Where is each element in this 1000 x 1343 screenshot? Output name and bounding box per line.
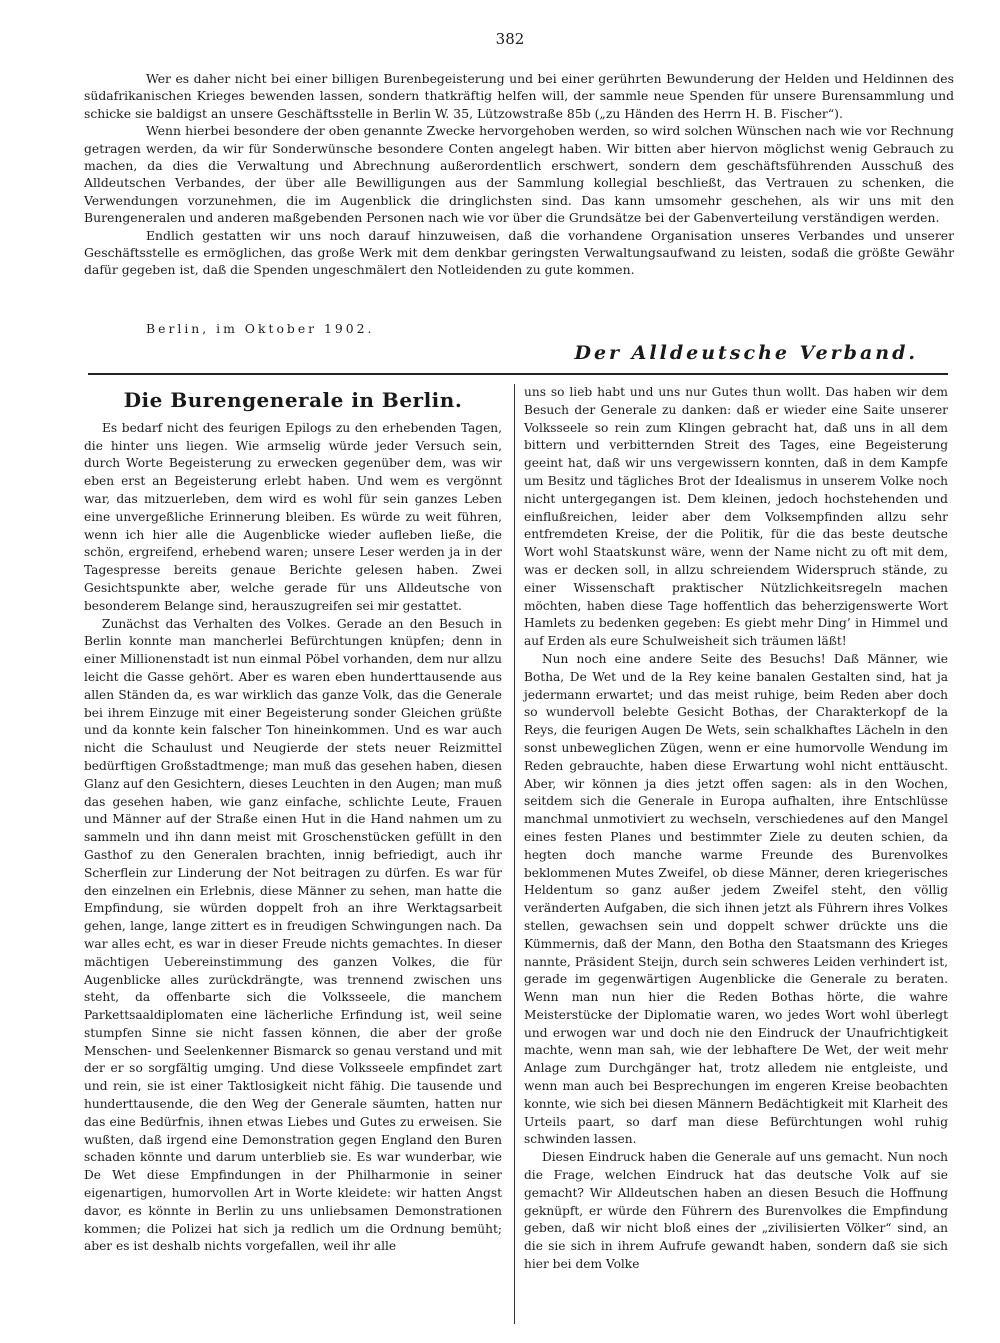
- place-date: Berlin, im Oktober 1902.: [146, 321, 375, 336]
- intro-section: [84, 70, 954, 279]
- column-divider: [514, 384, 515, 1324]
- intro-paragraph: Endlich gestatten wir uns noch darauf hinzuweisen, daß die vorhandene Organisation unseres Verbandes und unserer Geschäftsstelle es ermöglichen, das große Werk mit dem denkbar geringsten Verwaltungsaufwand zu leisten, sodaß die größte Gewähr dafür gegeben ist, daß die Spenden ungeschmälert den Notleidenden zu gute kommen.: [84, 227, 954, 278]
- section-divider: [88, 373, 948, 375]
- article-title: Die Burengenerale in Berlin.: [123, 388, 463, 412]
- article-paragraph: uns so lieb habt und uns nur Gutes thun wollt. Das haben wir dem Besuch der Generale zu danken: daß er wieder eine Saite unserer Volksseele so rein zum Klingen gebracht hat, daß uns in all dem bittern und verbitternden Streit des Tages, eine Begeisterung geeint hat, daß wir uns vergewissern konnten, daß in dem Kampfe um Besitz und tägliches Brot der Idealismus in unserem Volke noch nicht untergegangen ist. Dem kleinen, jedoch hochstehenden und einflußreichen, leider aber dem Volksempfinden allzu sehr entfremdeten Kreise, der die Politik, für die das beste deutsche Wort wohl Staatskunst wäre, wenn der Name nicht zu oft mit dem, was er decken soll, in allzu schreiendem Widerspruch stände, zu einer Wissenschaft praktischer Nützlichkeitsregeln machen möchten, haben diese Tage hoffentlich das beherzigenswerte Wort Hamlets zu bedenken gegeben: Es giebt mehr Ding’ in Himmel und auf Erden als eure Schulweisheit sich träumen läßt!: [524, 385, 948, 649]
- intro-paragraph: Wer es daher nicht bei einer billigen Burenbegeisterung und bei einer gerührten Bewunderung der Helden und Heldinnen des südafrikanischen Krieges bewenden lassen, sondern thatkräftig helfen will, der sammle neue Spenden für unsere Burensammlung und schicke sie baldigst an unsere Geschäftsstelle in Berlin W. 35, Lützowstraße 85b („zu Händen des Herrn H. B. Fischer“).: [84, 71, 954, 121]
- article-paragraph: Es bedarf nicht des feurigen Epilogs zu den erhebenden Tagen, die hinter uns liegen. Wie armselig würde jeder Versuch sein, durch Worte Begeisterung zu erwecken gegenüber dem, was wir eben erst an Begeisterung erlebt haben. Und wem es vergönnt war, das mitzuerleben, dem wird es wohl für sein ganzes Leben eine unvergeßliche Erinnerung bleiben. Es würde zu weit führen, wenn ich hier alle die Augenblicke wieder aufleben ließe, die schön, ergreifend, erhebend waren; unsere Leser werden ja in der Tagespresse bereits genaue Berichte gelesen haben. Zwei Gesichtspunkte aber, welche gerade für uns Alldeutsche von besonderem Belange sind, herauszugreifen sei mir gestattet.: [84, 420, 502, 613]
- article-paragraph: Nun noch eine andere Seite des Besuchs! Daß Männer, wie Botha, De Wet und de la Rey keine banalen Gestalten sind, hat ja jedermann erwartet; und das meist ruhige, beim Reden aber doch so wundervoll belebte Gesicht Bothas, der Charakterkopf de la Reys, die feurigen Augen De Wets, sein schalkhaftes Lächeln in den sonst unbeweglichen Zügen, wenn er eine humorvolle Wendung im Reden gebrauchte, haben diese Erwartung wohl nicht enttäuscht. Aber, wir können ja dies jetzt offen sagen: als in den Wochen, seitdem sich die Generale in Europa aufhalten, ihre Entschlüsse manchmal unmotiviert zu wechseln, verschiedenes auf den Mangel eines festen Planes und bestimmter Ziele zu deuten schien, da hegten doch manche warme Freunde des Burenvolkes beklommenen Mutes Zweifel, ob diese Männer, deren kriegerisches Heldentum so ganz außer jedem Zweifel steht, den völlig veränderten Aufgaben, die sich ihnen jetzt als Führern ihres Volkes stellen, gewachsen sein und doppelt schwer drückte uns die Kümmernis, daß der Mann, den Botha den Staatsmann des Krieges nannte, Präsident Steijn, durch sein schweres Leiden verhindert ist, gerade im gegenwärtigen Augenblicke die Generale zu beraten. Wenn man nun hier die Reden Bothas hörte, die wahre Meisterstücke der Diplomatie waren, wo jedes Wort wohl überlegt und erwogen war und doch nie den Eindruck der Unaufrichtigkeit machte, wenn man sah, wie der lebhaftere De Wet, der weit mehr Anlage zum Durchgänger hat, trotz alledem nie entgleiste, und wenn man auch bei Besprechungen im engeren Kreise beobachten konnte, wie sich bei diesen Männern Bedächtigkeit mit Klarheit des Urteils paart, so darf man diese Befürchtungen wohl ruhig schwinden lassen.: [524, 651, 948, 1147]
- article-paragraph: Diesen Eindruck haben die Generale auf uns gemacht. Nun noch die Frage, welchen Eindruck hat das deutsche Volk auf sie gemacht? Wir Alldeutschen haben an diesen Besuch die Hoffnung geknüpft, er würde den Führern des Burenvolkes die Empfindung geben, daß wir nicht bloß eines der „zivilisierten Völker“ sind, an die sie sich in ihrem Aufrufe gewandt haben, sondern daß sie sich hier bei dem Volke: [524, 1150, 948, 1272]
- article-left-column: [84, 386, 502, 1256]
- signature: Der Alldeutsche Verband.: [574, 342, 918, 364]
- article-paragraph: Zunächst das Verhalten des Volkes. Gerade an den Besuch in Berlin konnte man mancherlei Befürchtungen knüpfen; denn in einer Millionenstadt ist nun einmal Pöbel vorhanden, dem nur allzu leicht die Gasse gehört. Aber es waren eben hunderttausende aus allen Ständen da, es war wirklich das ganze Volk, das die Generale bei ihrem Einzuge mit einer Begeisterung sonder Gleichen grüßte und da konnte kein falscher Ton hineinkommen. Und es war auch nicht die Schaulust und Neugierde der stets neuer Reizmittel bedürftigen Großstadtmenge; man muß das gesehen haben, diesen Glanz auf den Gesichtern, dieses Leuchten in den Augen; man muß das gesehen haben, wie ganz einfache, schlichte Leute, Frauen und Männer auf der Straße einen Hut in die Hand nahmen um zu sammeln und ihn dann meist mit Groschenstücken gefüllt in den Gasthof zu den Generalen brachten, innig befriedigt, auch ihr Scherflein zur Linderung der Not beitragen zu dürfen. Es war für den einzelnen ein Erlebnis, diese Männer zu sehen, man hatte die Empfindung, sie würden doppelt froh an ihre Werktagsarbeit gehen, lange, lange zittert es in freudigen Schwingungen nach. Da war alles echt, es war in dieser Freude nichts gemachtes. In dieser mächtigen Uebereinstimmung des ganzen Volkes, die für Augenblicke alles zurückdrängte, was trennend zwischen uns steht, da offenbarte sich die Volksseele, die manchem Parkettsaaldiplomaten eine lächerliche Erfindung ist, weil seine stumpfen Sinne sie nicht fassen können, die aber der große Menschen- und Seelenkenner Bismarck so genau verstand und mit der er so sorgfältig umging. Und diese Volksseele empfindet zart und rein, sie ist einer Taktlosigkeit nicht fähig. Die tausende und hunderttausende, die den Weg der Generale säumten, hatten nur das eine Bedürfnis, ihnen etwas Liebes und Gutes zu erweisen. Sie wußten, daß irgend eine Demonstration gegen England den Buren schaden könnte und darum unterblieb sie. Es war wunderbar, wie De Wet diese Empfindungen in der Philharmonie in seiner eigenartigen, humorvollen Art in Worte kleidete: wir hatten Angst davor, es könnte in Berlin zu uns unliebsamen Demonstrationen kommen; die Polizei hat sich ja redlich um die Ordnung bemüht; aber es ist deshalb nichts vorgefallen, weil ihr alle: [84, 616, 502, 1254]
- page-number: 382: [495, 30, 525, 48]
- intro-paragraph: Wenn hierbei besondere der oben genannte Zwecke hervorgehoben werden, so wird solchen Wünschen nach wie vor Rechnung getragen werden, da wir für Sonderwünsche besondere Conten angelegt haben. Wir bitten aber hiervon möglichst wenig Gebrauch zu machen, da dies die Verwaltung und Abrechnung außerordentlich erschwert, sondern dem geschäftsführenden Ausschuß des Alldeutschen Verbandes, der über alle Bewilligungen aus der Sammlung kollegial beschließt, das Vertrauen zu schenken, die Verwendungen vorzunehmen, die im Augenblick die dringlichsten sind. Das kann umsomehr geschehen, als wir uns mit den Burengeneralen und anderen maßgebenden Personen nach wie vor über die Grundsätze bei der Gabenverteilung verständigen werden.: [84, 123, 954, 226]
- article-right-column: [524, 384, 948, 1274]
